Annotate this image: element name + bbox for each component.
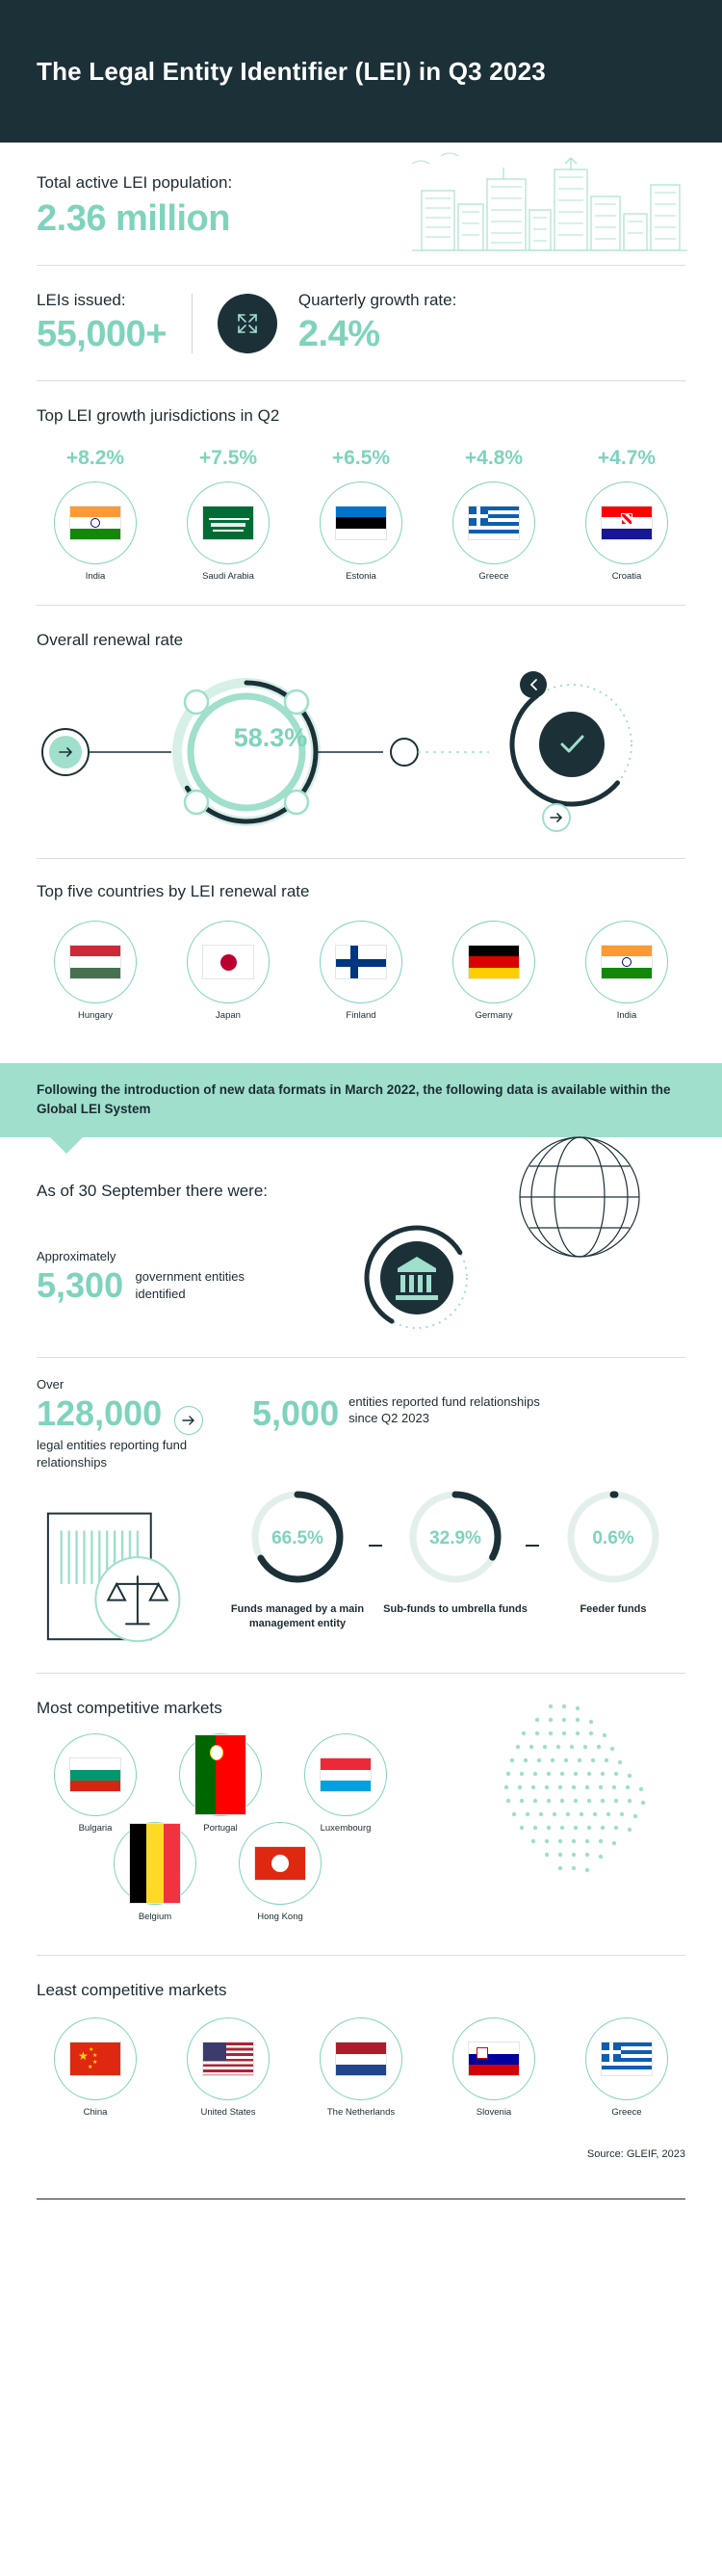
flag-circle xyxy=(179,1733,262,1816)
jurisdiction-pct: +4.7% xyxy=(597,447,657,469)
market-country: Portugal xyxy=(203,1823,238,1834)
flag-luxembourg-icon xyxy=(320,1757,372,1792)
donut-value-0: 66.5% xyxy=(271,1528,323,1549)
growth-rate-block xyxy=(298,291,456,355)
renewal-country-item xyxy=(302,921,420,1021)
top-renewal-title: Top five countries by LEI renewal rate xyxy=(37,882,310,900)
market-country: United States xyxy=(200,2107,256,2119)
jurisdiction-item xyxy=(435,447,553,582)
renewal-country-item xyxy=(435,921,553,1021)
donut-caption: Funds managed by a main management entity xyxy=(230,1603,365,1630)
market-item xyxy=(435,2017,553,2118)
arrow-right-icon xyxy=(174,1406,203,1435)
government-building-icon xyxy=(354,1220,479,1336)
flag-circle xyxy=(452,2017,535,2100)
donut-item xyxy=(225,1484,370,1631)
market-country: Belgium xyxy=(138,1912,172,1923)
flag-circle xyxy=(114,1822,196,1905)
donut-item xyxy=(383,1484,528,1631)
market-item xyxy=(169,2017,287,2118)
flag-circle xyxy=(187,921,270,1003)
renewal-country-name: Japan xyxy=(216,1010,241,1021)
flag-circle xyxy=(320,2017,402,2100)
top-growth-jurisdictions-section xyxy=(37,381,685,605)
fund-donut-group xyxy=(225,1484,685,1631)
jurisdiction-pct: +8.2% xyxy=(65,447,125,469)
jurisdiction-item xyxy=(169,447,287,582)
flag-bulgaria-icon xyxy=(69,1757,121,1792)
total-population-label: Total active LEI population: xyxy=(37,173,233,192)
jurisdiction-item xyxy=(568,447,685,582)
growth-rate-value: 2.4% xyxy=(297,314,380,354)
jurisdiction-country: Saudi Arabia xyxy=(202,571,254,582)
flag-circle xyxy=(54,921,137,1003)
most-competitive-title: Most competitive markets xyxy=(37,1699,222,1718)
flag-japan-icon xyxy=(202,945,254,979)
source-text: Source: GLEIF, 2023 xyxy=(586,2148,685,2161)
market-item xyxy=(568,2017,685,2118)
renewal-title: Overall renewal rate xyxy=(37,631,184,649)
flag-circle xyxy=(239,1822,322,1905)
market-country: Greece xyxy=(611,2107,642,2119)
top-renewal-countries-section xyxy=(37,859,685,1046)
market-item xyxy=(287,1733,404,1834)
market-country: China xyxy=(83,2107,108,2119)
donut-caption: Feeder funds xyxy=(580,1603,647,1616)
donut-value-2: 0.6% xyxy=(592,1528,634,1549)
market-item xyxy=(162,1733,279,1834)
jurisdiction-country: Estonia xyxy=(346,571,376,582)
flag-circle xyxy=(54,481,137,564)
overall-renewal-rate-section xyxy=(37,606,685,858)
renewal-rate-value: 58.3% xyxy=(233,723,308,752)
jurisdiction-pct: +6.5% xyxy=(331,447,391,469)
page-title: The Legal Entity Identifier (LEI) in Q3 2023 xyxy=(37,56,546,86)
expand-arrows-icon xyxy=(218,294,277,353)
dotted-globe-illustration xyxy=(406,1683,685,1905)
flag-estonia-icon xyxy=(335,506,387,540)
least-competitive-title: Least competitive markets xyxy=(37,1981,227,2000)
flag-belgium-icon xyxy=(129,1823,181,1904)
flag-greece-icon xyxy=(601,2042,653,2076)
flag-hong-kong-icon xyxy=(254,1846,306,1881)
as-of-title: As of 30 September there were: xyxy=(37,1181,269,1200)
renewal-country-name: Germany xyxy=(475,1010,513,1021)
callout-band xyxy=(0,1063,722,1137)
renewal-diagram xyxy=(37,656,685,839)
flag-circle xyxy=(585,2017,668,2100)
leis-issued-block xyxy=(37,291,167,355)
renewal-country-name: India xyxy=(616,1010,637,1021)
flag-circle xyxy=(585,481,668,564)
renewal-country-item xyxy=(568,921,685,1021)
jurisdiction-country: Greece xyxy=(478,571,509,582)
jurisdictions-title: Top LEI growth jurisdictions in Q2 xyxy=(37,406,280,425)
flag-circle xyxy=(452,921,535,1003)
market-item xyxy=(96,1822,214,1922)
flag-portugal-icon xyxy=(194,1734,246,1815)
market-item xyxy=(221,1822,339,1922)
donut-caption: Sub-funds to umbrella funds xyxy=(383,1603,528,1616)
approximately-label: Approximately xyxy=(37,1249,116,1263)
page-header xyxy=(0,0,722,143)
donut-item xyxy=(541,1484,685,1631)
flag-greece-icon xyxy=(468,506,520,540)
renewal-country-item xyxy=(169,921,287,1021)
legal-entities-desc: legal entities reporting fund relationships xyxy=(37,1438,188,1470)
flag-india-icon xyxy=(601,945,653,979)
flag-circle xyxy=(452,481,535,564)
leis-issued-value: 55,000+ xyxy=(37,314,167,354)
growth-rate-label: Quarterly growth rate: xyxy=(297,291,457,309)
flag-netherlands-icon xyxy=(335,2042,387,2076)
government-entities-row xyxy=(37,1201,685,1357)
government-entities-number: 5,300 xyxy=(37,1265,124,1305)
flag-united-states-icon xyxy=(202,2042,254,2076)
reported-entities-number: 5,000 xyxy=(252,1392,340,1433)
flag-circle xyxy=(54,2017,137,2100)
total-population-section xyxy=(37,143,685,265)
flag-circle xyxy=(54,1733,137,1816)
renewal-country-name: Hungary xyxy=(78,1010,113,1021)
as-of-section xyxy=(37,1137,685,1357)
least-competitive-markets-section xyxy=(37,1956,685,2137)
jurisdiction-country: India xyxy=(85,571,106,582)
flag-croatia-icon xyxy=(601,506,653,540)
market-country: Bulgaria xyxy=(78,1823,113,1834)
jurisdiction-pct: +4.8% xyxy=(464,447,524,469)
documents-scales-illustration xyxy=(37,1484,218,1657)
market-item xyxy=(302,2017,420,2118)
flag-circle xyxy=(304,1733,387,1816)
flag-hungary-icon xyxy=(69,945,121,979)
jurisdiction-country: Croatia xyxy=(611,571,642,582)
flag-circle xyxy=(187,481,270,564)
donut-value-1: 32.9% xyxy=(429,1528,481,1549)
flag-germany-icon xyxy=(468,945,520,979)
renewal-country-item xyxy=(37,921,154,1021)
market-item xyxy=(37,2017,154,2118)
market-country: Slovenia xyxy=(476,2107,512,2119)
most-competitive-markets-section xyxy=(37,1674,685,1932)
leis-issued-section xyxy=(37,266,685,380)
flag-china-icon: ★ ★ ★ ★ ★ xyxy=(69,2042,121,2076)
leis-issued-label: LEIs issued: xyxy=(37,291,126,309)
market-country: Hong Kong xyxy=(257,1912,303,1923)
fund-relationships-section xyxy=(37,1358,685,1674)
flag-finland-icon xyxy=(335,945,387,979)
flag-circle xyxy=(320,481,402,564)
reported-entities-desc: entities reported fund relationships since Q2 2023 xyxy=(348,1393,540,1426)
flag-saudi-arabia-icon xyxy=(202,506,254,540)
over-label: Over xyxy=(37,1376,64,1392)
jurisdiction-item xyxy=(37,447,154,582)
flag-circle xyxy=(585,921,668,1003)
jurisdiction-item xyxy=(302,447,420,582)
legal-entities-number: 128,000 xyxy=(37,1392,163,1433)
flag-india-icon xyxy=(69,506,121,540)
flag-circle xyxy=(187,2017,270,2100)
total-population-value: 2.36 million xyxy=(37,198,230,239)
government-entities-desc: government entities identified xyxy=(135,1269,245,1301)
callout-text: Following the introduction of new data formats in March 2022, the following data is available within the Global LEI System xyxy=(37,1082,671,1117)
jurisdiction-pct: +7.5% xyxy=(198,447,258,469)
renewal-country-name: Finland xyxy=(346,1010,376,1021)
market-country: The Netherlands xyxy=(326,2107,396,2119)
vertical-divider xyxy=(192,294,193,353)
market-item xyxy=(37,1733,154,1834)
market-country: Luxembourg xyxy=(320,1823,372,1834)
flag-circle xyxy=(320,921,402,1003)
flag-slovenia-icon xyxy=(468,2042,520,2076)
